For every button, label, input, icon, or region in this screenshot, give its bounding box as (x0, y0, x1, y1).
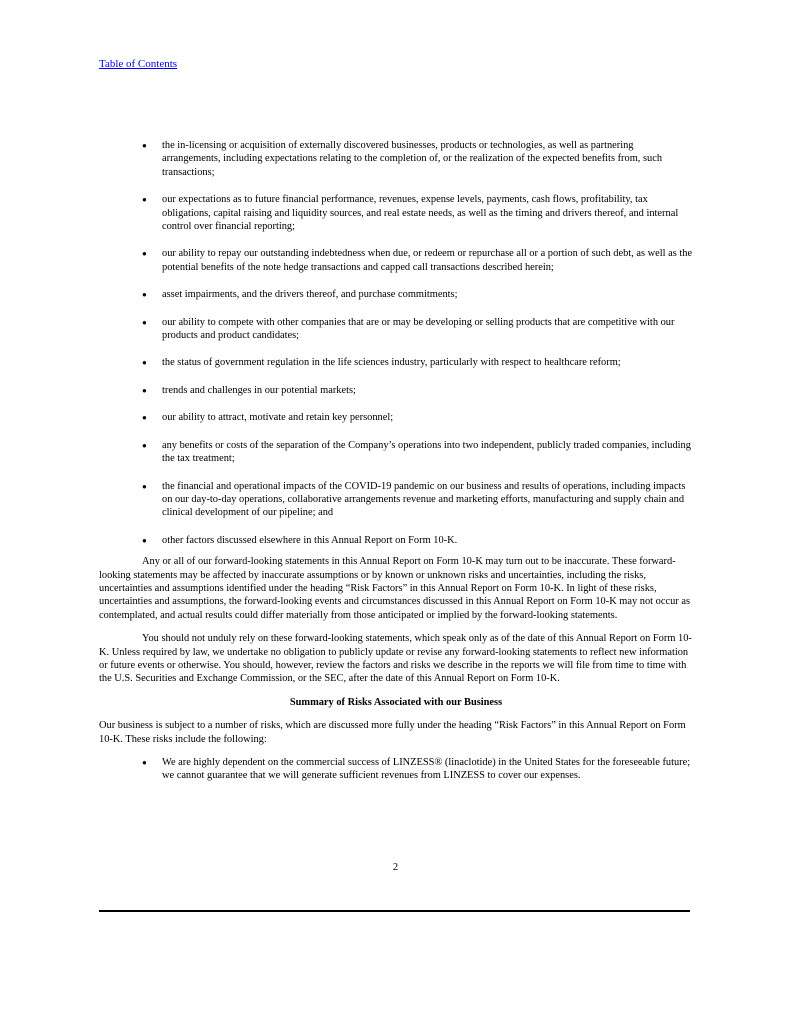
risk-bullet-list (99, 756, 693, 783)
bullet-icon: ● (142, 535, 147, 545)
bullet-icon: ● (142, 249, 147, 259)
bullet-icon: ● (142, 141, 147, 150)
list-item-text: asset impairments, and the drivers thereof, and purchase commitments; (162, 289, 458, 301)
list-item (99, 247, 693, 274)
list-item (99, 139, 693, 179)
page-number: 2 (392, 862, 399, 873)
bullet-icon: ● (142, 358, 147, 368)
forward-looking-paragraph: You should not unduly rely on these forward-looking statements, which speak only as of the date of this Annual Report on Form 10-K. Unless required by law, we undertake no obligation to publicly update or revise any forward-looking statements to reflect new information or future events or otherwise. You should, however, review the factors and risks we describe in the reports we will file from time to time with the U.S. Securities and Exchange Commission, or the SEC, after the date of this Annual Report on Form 10-K. (99, 633, 692, 685)
list-item (99, 356, 693, 369)
list-item (99, 480, 693, 520)
list-item-text: our expectations as to future financial performance, revenues, expense levels, payments, cash flows, profitability, tax obligations, capital raising and liquidity sources, and real estate needs, as well as the timing and drivers thereof, and internal control over financial reporting; (162, 194, 679, 233)
bullet-icon: ● (142, 317, 147, 327)
forward-looking-paragraph: Any or all of our forward-looking statements in this Annual Report on Form 10-K may turn out to be inaccurate. These forward-looking statements may be affected by inaccurate assumptions or by known or unknown risks and uncertainties, including the risks, uncertainties and assumptions identified under the heading “Risk Factors” in this Annual Report on Form 10-K. In light of these risks, uncertainties and assumptions, the forward-looking events and circumstances discussed in this Annual Report on Form 10-K may not occur as contemplated, and actual results could differ materially from those anticipated or implied by the forward-looking statements. (99, 556, 690, 621)
list-item-text: our ability to attract, motivate and retain key personnel; (162, 412, 394, 424)
list-item-text: the in-licensing or acquisition of externally discovered businesses, products or technologies, as well as partnering arrangements, including expectations relating to the completion of, or the realization of the expected benefits from, such transactions; (162, 140, 663, 178)
bullet-icon: ● (142, 195, 147, 205)
list-item (99, 411, 693, 424)
list-item-text: We are highly dependent on the commercial success of LINZESS® (linaclotide) in the United States for the foreseeable future; we cannot guarantee that we will generate sufficient revenues from LINZESS to cover our expenses. (162, 757, 691, 782)
bullet-icon: ● (142, 385, 147, 395)
bullet-icon: ● (142, 440, 147, 450)
bullet-icon: ● (142, 413, 147, 423)
bullet-icon: ● (142, 290, 147, 300)
list-item-text: other factors discussed elsewhere in this Annual Report on Form 10-K. (162, 534, 458, 546)
list-item (99, 439, 693, 466)
footer-divider (99, 910, 690, 912)
list-item-text: trends and challenges in our potential markets; (162, 384, 356, 396)
list-item (99, 384, 693, 397)
list-item-text: the status of government regulation in the life sciences industry, particularly with respect to healthcare reform; (162, 357, 621, 369)
risk-summary-heading: Summary of Risks Associated with our Business (289, 696, 503, 708)
list-item-text: any benefits or costs of the separation of the Company’s operations into two independent, publicly traded companies, including the tax treatment; (162, 439, 691, 465)
list-item-text: the financial and operational impacts of the COVID-19 pandemic on our business and results of operations, including impacts on our day-to-day operations, collaborative arrangements revenue and marketing efforts, manufacturing and supply chain and clinical development of our pipeline; and (162, 480, 686, 519)
risk-summary-intro: Our business is subject to a number of risks, which are discussed more fully under the heading “Risk Factors” in this Annual Report on Form 10-K. These risks include the following: (99, 720, 686, 745)
list-item (99, 288, 693, 301)
page-content (99, 139, 693, 783)
list-item-text: our ability to compete with other companies that are or may be developing or selling products that are competitive with our products and product candidates; (162, 316, 675, 342)
forward-looking-bullet-list (99, 139, 693, 547)
list-item (99, 534, 693, 547)
list-item-text: our ability to repay our outstanding indebtedness when due, or redeem or repurchase all or a portion of such debt, as well as the potential benefits of the note hedge transactions and capped call transactions described herein; (162, 248, 693, 273)
bullet-icon: ● (142, 481, 147, 491)
table-of-contents-link[interactable]: Table of Contents (99, 58, 178, 70)
list-item (99, 193, 693, 233)
bullet-icon: ● (142, 758, 147, 767)
list-item (99, 756, 693, 783)
list-item (99, 316, 693, 343)
